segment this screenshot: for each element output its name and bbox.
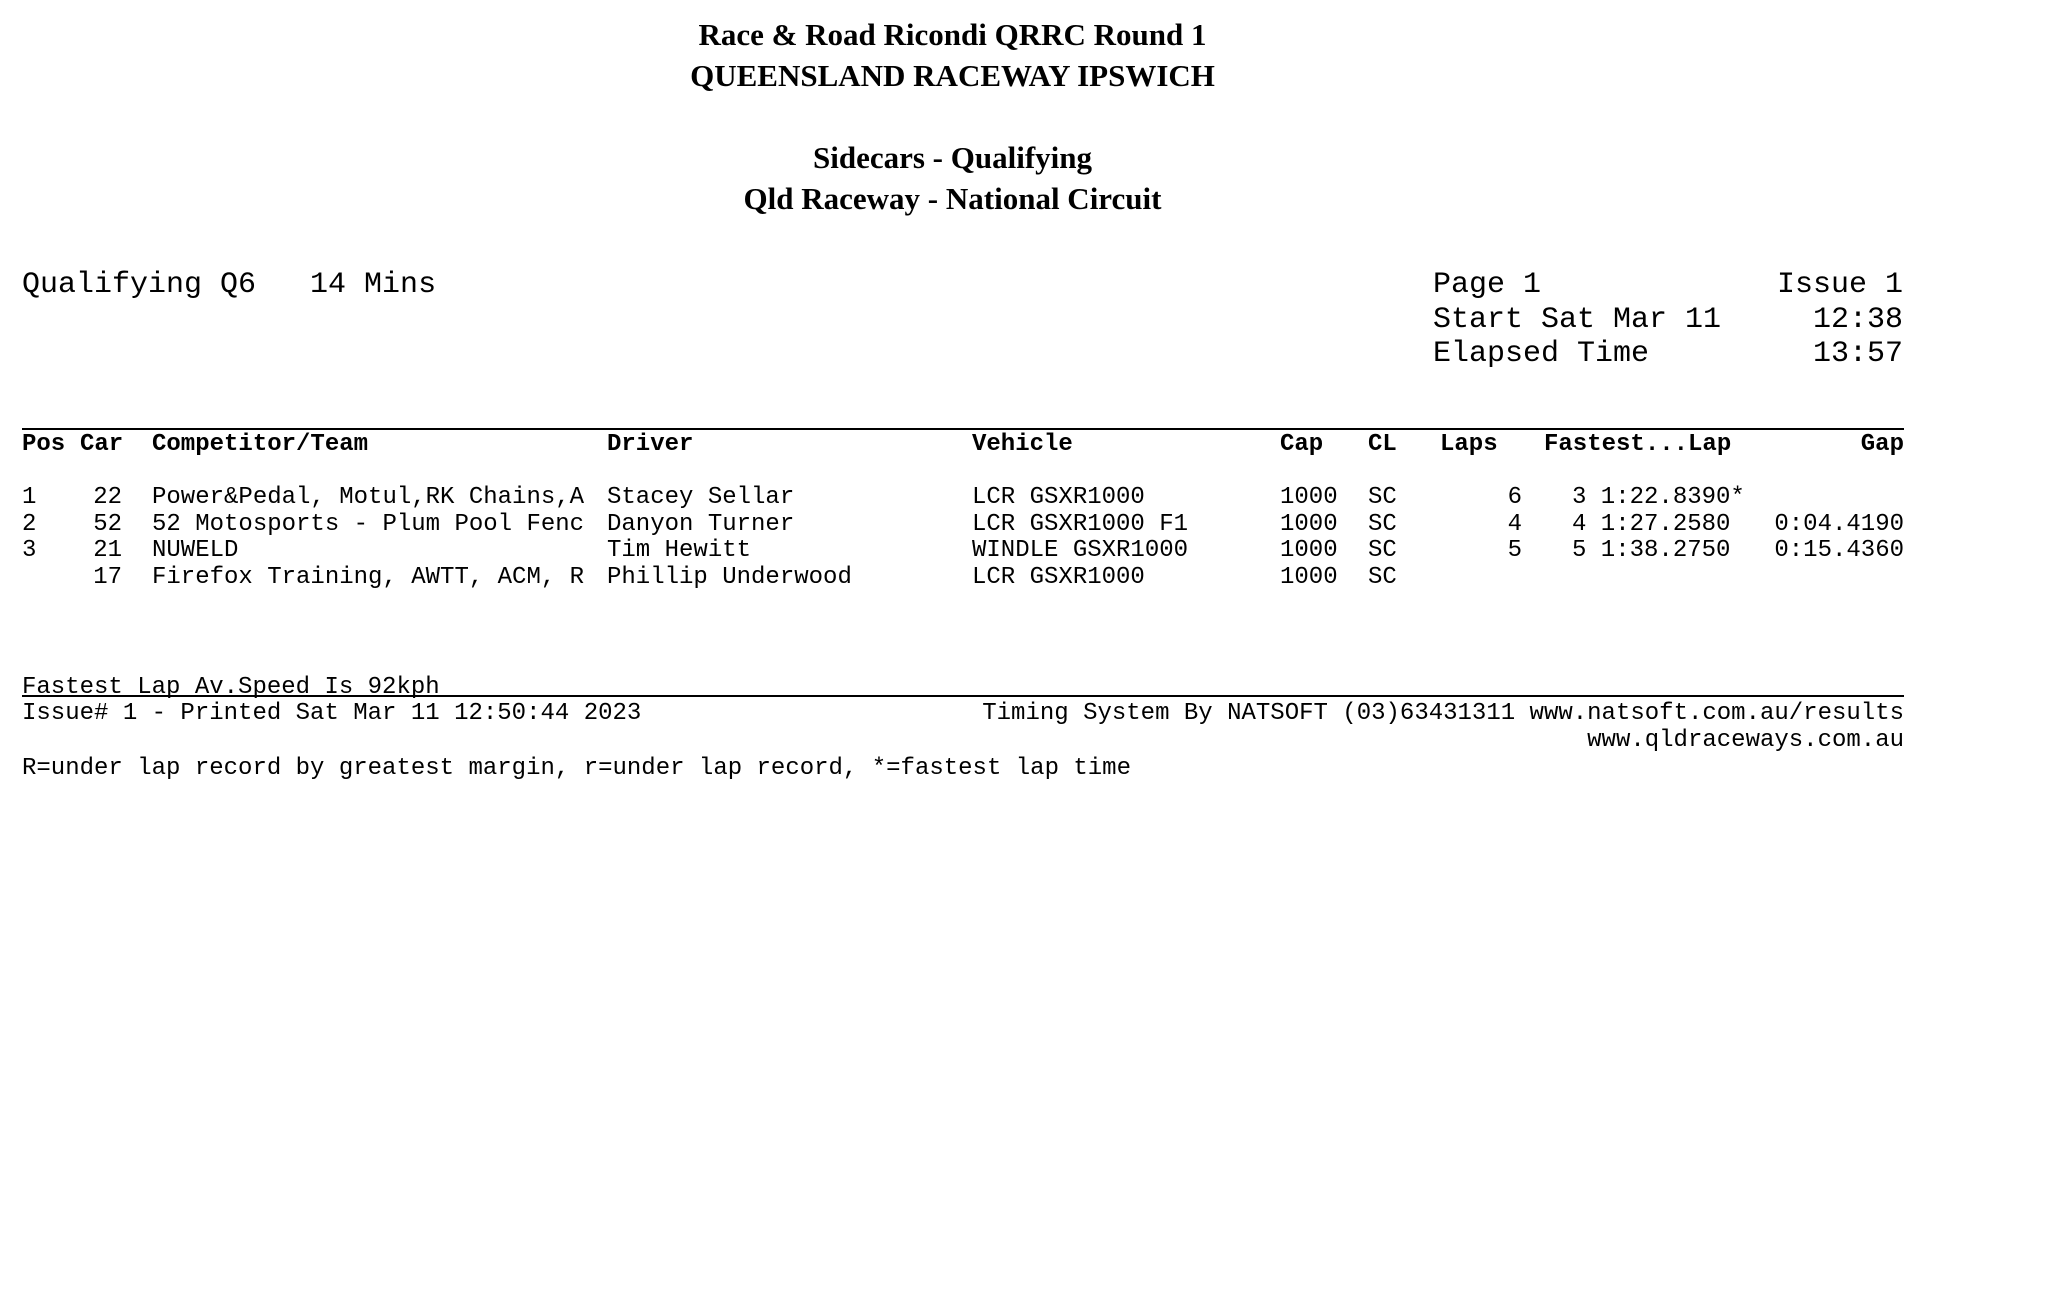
table-row (22, 538, 1904, 565)
venue-title: QUEENSLAND RACEWAY IPSWICH (690, 58, 1215, 93)
legend-note: R=under lap record by greatest margin, r=under lap record, *=fastest lap time (22, 754, 1131, 782)
cell-cap: 1000 (1280, 484, 1338, 511)
event-title: Race & Road Ricondi QRRC Round 1 (698, 17, 1207, 52)
cell-vehicle: LCR GSXR1000 (972, 564, 1145, 592)
col-laps: Laps (1440, 431, 1498, 458)
cell-gap: 0:15.4360 (1774, 537, 1904, 565)
elapsed-row (1433, 337, 1903, 372)
page-issue-row (1433, 268, 1903, 303)
col-vehicle: Vehicle (972, 431, 1073, 458)
page-number: Page 1 (1433, 268, 1542, 302)
timing-system-link[interactable]: Timing System By NATSOFT (03)63431311 www.natsoft.com.au/results (982, 700, 1904, 727)
cell-cap: 1000 (1280, 510, 1338, 538)
cell-laps: 5 (1507, 537, 1522, 565)
cell-team: Firefox Training, AWTT, ACM, R (152, 564, 585, 592)
results-table-body (22, 485, 1904, 592)
cell-cap: 1000 (1280, 537, 1338, 565)
cell-pos: 2 (22, 510, 37, 538)
cell-vehicle: LCR GSXR1000 (972, 484, 1145, 511)
venue-website-link[interactable]: www.qldraceways.com.au (1587, 726, 1904, 754)
avg-speed-note: Fastest Lap Av.Speed Is 92kph (22, 674, 440, 702)
cell-driver: Tim Hewitt (607, 537, 752, 565)
report-heading (0, 14, 1905, 219)
column-header-row (22, 432, 1904, 459)
table-row (22, 485, 1904, 512)
cell-laps: 4 (1507, 510, 1522, 538)
cell-driver: Phillip Underwood (607, 564, 852, 592)
col-cap: Cap (1280, 431, 1324, 458)
table-row (22, 565, 1904, 592)
cell-fastest: 5 1:38.2750 (1572, 537, 1731, 565)
table-row (22, 512, 1904, 539)
footer (22, 701, 1904, 754)
cell-team: NUWELD (152, 537, 239, 565)
cell-fastest: 3 1:22.8390* (1572, 484, 1745, 511)
cell-cl: SC (1368, 510, 1397, 538)
issue-number: Issue 1 (1776, 268, 1903, 302)
cell-cl: SC (1368, 537, 1397, 565)
footer-row-2 (22, 728, 1904, 755)
cell-cap: 1000 (1280, 564, 1338, 592)
results-table-header (22, 432, 1904, 459)
elapsed-time: 13:57 (1812, 337, 1903, 371)
cell-car: 21 (93, 537, 122, 565)
footer-row-1 (22, 701, 1904, 728)
col-gap: Gap (1860, 431, 1904, 458)
cell-vehicle: WINDLE GSXR1000 (972, 537, 1189, 565)
col-driver: Driver (607, 431, 694, 458)
circuit-title: Qld Raceway - National Circuit (743, 181, 1162, 216)
col-fastest: Fastest...Lap (1544, 431, 1732, 458)
cell-team: Power&Pedal, Motul,RK Chains,A (152, 484, 585, 511)
page-info (1433, 268, 1903, 372)
table-top-rule (22, 428, 1904, 430)
cell-driver: Stacey Sellar (607, 484, 795, 511)
heading-spacer (0, 96, 1905, 137)
cell-driver: Danyon Turner (607, 510, 795, 538)
cell-gap: 0:04.4190 (1774, 510, 1904, 538)
session-title: Sidecars - Qualifying (812, 140, 1092, 175)
cell-vehicle: LCR GSXR1000 F1 (972, 510, 1189, 538)
cell-cl: SC (1368, 484, 1397, 511)
session-name: Qualifying Q6 14 Mins (22, 268, 437, 302)
footer-rule (22, 695, 1904, 697)
cell-team: 52 Motosports - Plum Pool Fenc (152, 510, 585, 538)
col-car: Car (80, 431, 124, 458)
start-time: 12:38 (1812, 302, 1903, 337)
col-team: Competitor/Team (152, 431, 369, 458)
cell-car: 22 (93, 484, 122, 511)
cell-laps: 6 (1507, 484, 1522, 511)
start-label: Start Sat Mar 11 (1433, 302, 1722, 337)
col-pos: Pos (22, 431, 66, 458)
cell-cl: SC (1368, 564, 1397, 592)
cell-pos: 3 (22, 537, 37, 565)
cell-car: 52 (93, 510, 122, 538)
cell-car: 17 (93, 564, 122, 592)
elapsed-label: Elapsed Time (1433, 337, 1650, 371)
cell-fastest: 4 1:27.2580 (1572, 510, 1731, 538)
col-cl: CL (1368, 431, 1397, 458)
printed-info: Issue# 1 - Printed Sat Mar 11 12:50:44 2023 (22, 700, 642, 727)
start-row (1433, 303, 1903, 338)
cell-pos: 1 (22, 484, 37, 511)
